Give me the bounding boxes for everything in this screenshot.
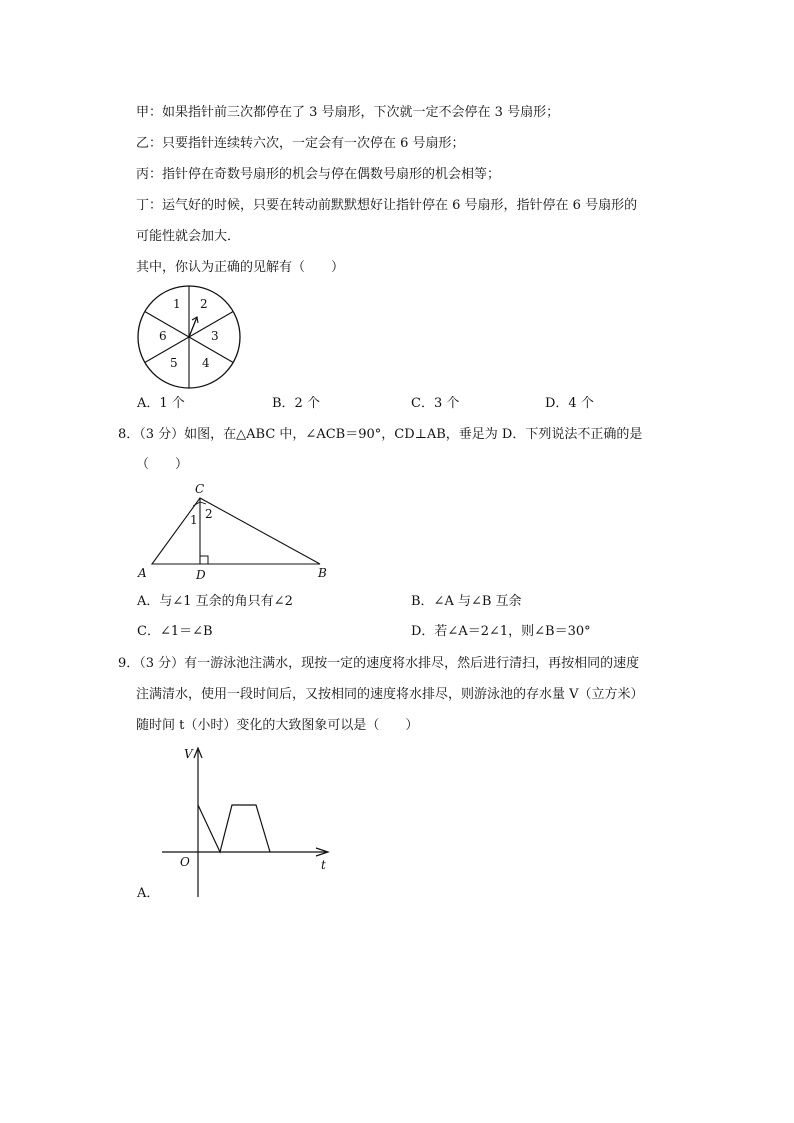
q9-stem-line2: 注满清水，使用一段时间后，又按相同的速度将水排尽，则游泳池的存水量 V（立方米）	[136, 687, 644, 702]
q8-option-b: B．∠A 与∠B 互余	[411, 594, 522, 609]
angle-label-2: 2	[205, 507, 213, 521]
q9-stem-line3: 随时间 t（小时）变化的大致图象可以是（ ）	[136, 718, 419, 733]
q7-question: 其中，你认为正确的见解有（ ）	[136, 260, 345, 275]
q8-option-c: C．∠1＝∠B	[137, 624, 213, 639]
q7-statement-yi: 乙：只要指针连续转六次，一定会有一次停在 6 号扇形；	[136, 136, 465, 151]
spinner-label-6: 6	[159, 329, 167, 343]
q7-option-a: A．1 个	[137, 396, 185, 411]
triangle-figure	[135, 480, 335, 580]
spinner-label-5: 5	[170, 356, 178, 370]
vertex-label-d: D	[196, 568, 206, 582]
graph-label-t: t	[321, 858, 326, 872]
q7-option-d: D．4 个	[545, 396, 594, 411]
vertex-label-c: C	[195, 482, 205, 496]
q7-statement-ding-cont: 可能性就会加大．	[136, 229, 241, 244]
spinner-figure	[137, 285, 241, 389]
q7-option-b: B．2 个	[272, 396, 320, 411]
spinner-label-4: 4	[202, 356, 210, 370]
q8-option-a: A．与∠1 互余的角只有∠2	[137, 594, 293, 609]
q9-stem-line1: 9．（3 分）有一游泳池注满水，现按一定的速度将水排尽，然后进行清扫，再按相同的速度	[118, 656, 640, 671]
q7-statement-ding: 丁：运气好的时候，只要在转动前默默想好让指针停在 6 号扇形，指针停在 6 号扇形的	[136, 198, 638, 213]
q7-statement-bing: 丙：指针停在奇数号扇形的机会与停在偶数号扇形的机会相等；	[136, 167, 501, 182]
q7-option-c: C．3 个	[411, 396, 460, 411]
volume-time-graph	[158, 742, 338, 902]
q8-stem-line1: 8．（3 分）如图，在△ABC 中，∠ACB＝90°，CD⊥AB，垂足为 D．下列说法不正确的是	[118, 427, 643, 442]
q9-option-a: A．	[137, 886, 160, 901]
vertex-label-b: B	[318, 566, 327, 580]
angle-label-1: 1	[190, 513, 198, 527]
graph-label-v: V	[184, 747, 193, 761]
spinner-label-3: 3	[211, 329, 219, 343]
vertex-label-a: A	[138, 566, 147, 580]
q8-stem-line2: （ ）	[136, 457, 189, 472]
spinner-label-1: 1	[173, 297, 181, 311]
spinner-label-2: 2	[200, 297, 208, 311]
graph-label-o: O	[180, 855, 190, 869]
q8-option-d: D．若∠A＝2∠1，则∠B＝30°	[411, 624, 591, 639]
q7-statement-jia: 甲：如果指针前三次都停在了 3 号扇形，下次就一定不会停在 3 号扇形；	[136, 105, 560, 120]
